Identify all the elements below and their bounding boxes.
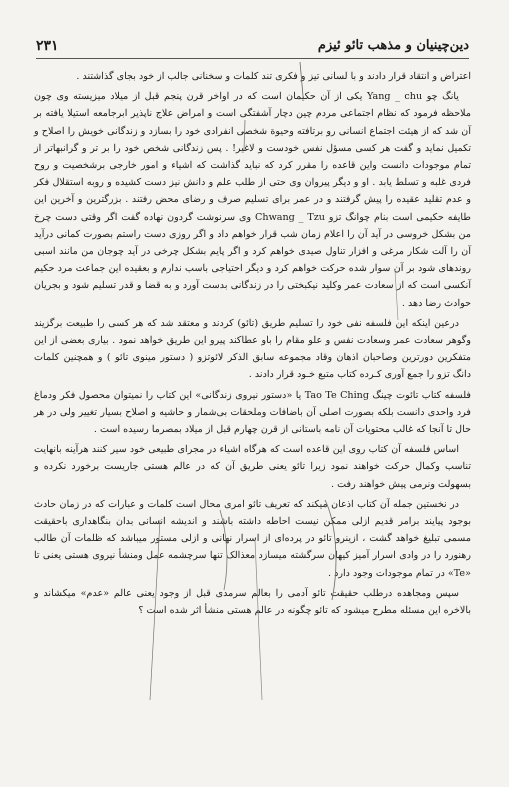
- paragraph-6: در نخستین جمله آن کتاب اذعان میکند که تعریف تائو امری محال است کلمات و عبارات که در زمان حادث بوجود پیایند برامر قدیم ازلی ممکن نیست احاطه داشته باشند و اندیشه انسانی بدان بنگاهداری باحقیقت مسمی تبلیغ خواهد گشت ، ازینرو تائو در پرده‌ای از اسرار نهانی و ازلی مستور میباشد که ظلمات آن طالب رهنورد را در وادی اسرار آمیز کیهان سرگشته میسازد معذالک تنها سرچشمه عمل ومنشأ نیروی هستی یعنی تا «Te» در تمام موجودات وجود دارد .: [34, 498, 471, 579]
- paragraph-5: اساس فلسفه آن کتاب روی این قاعده است که هرگاه اشیاء در مجرای طبیعی خود سیر کنند هرآینه بانهایت تناسب وکمال حرکت خواهند نمود زیرا تائو یعنی طریق آن که در عالم هستی جاریست برخورد نکرده و بسهولت ونرمی پیش خواهند رفت .: [34, 444, 471, 490]
- body-text: [34, 68, 471, 622]
- page-header: [36, 38, 469, 58]
- page-number: ۲۳۱: [36, 38, 59, 54]
- running-title: دین‌چینیان و مذهب تائو ئیزم: [317, 38, 469, 53]
- paragraph-1: اعتراض و انتقاد قرار دادند و با لسانی تیز و فکری تند کلمات و سخنانی جالب از خود بجای گذاشتند .: [76, 71, 471, 82]
- header-rule: [36, 58, 469, 59]
- paragraph-7: سپس ومجاهده درطلب حقیقت تائو آدمی را بعالم سرمدی قبل از وجود یعنی عالم «عدم» میکشاند و بالاخره این مسئله مطرح میشود که تائو چگونه در عالم هستی منشأ اثر شده است ؟: [34, 587, 471, 617]
- paragraph-3: درعین اینکه این فلسفه نفی خود را تسلیم طریق (تائو) کردند و معتقد شد که هر کسی را طبیعت برگزیند وگوهر سعادت عمر وسعادت نفس و علو مقام را باو عطاکند پیرو این طریق خواهد نمود . بیاری بعضی از این متفکرین دورترین وصاحبان اذهان وقاد مجموعه سابق الذکر لائوتزو ( دستور مینوی تائو ) و همچنین کلمات دانگ تزو را جمع آوری کـرده کتاب متبع خـود قرار دادند .: [34, 317, 471, 381]
- paragraph-2: یانگ چو Yang _ chu یکی از آن حکیمان است که در اواخر قرن پنجم قبل از میلاد میزیسته وی چون ملاحظه فرمود که نظام اجتماعی مردم چین دچار آشفتگی است و امراض علاج ناپذیر ابرجامعه استیلا یافته بر آن شد که از هیئت اجتماع انسانی رو برتافته وحیوة شخصی انفرادی خود را بسازد و زندگانی خویش را اصلاح و تکمیل نماید و گفت هر کسی مسؤل نفس خودست و لاغیر! . پس زندگانی شخص خود را بر تر و گرانبهاتر از تمام موجودات دانست واین قاعده را مقرر کرد که نباید گذاشت که اشیاء و امور خارجی برشخصیت و روح فردی غلبه و تسلط یابد . او و دیگر پیروان وی حتی از طلب علم و دانش نیز دست کشیده و روبه استقلال فکر و عدم تقلید عقیده را پیش گرفتند و در عمر برای تسلیم صرف و رضای محض رفتند . بزرگترین و آخرین این طایفه حکیمی است بنام چوانگ تزو Chwang _ Tzu وی سرنوشت گردون نهاده گفت اگر وقتی دست چرخ من بشکل خروسی در آید آن را اعلام زمان شب قرار خواهم داد و اگر روزی دست راستم بصورت کمانی درآید آن را آلت شکار مرغی و افزار تناول صیدی خواهم کرد و اگر پایم بشکل چرخی در آید چوجان من مانند اسبی روندهای شود بر آن سوار شده حرکت خواهم کرد و دیگر احتیاجی باسب ندارم و بعقیده این جماعت مرد حکیم آنکسی است که از سعادت عمر وکلید نیکبختی را در زندگانی بدست آورد و به قضا و قدر تسلیم شود و بجریان حوادث رضا دهد .: [34, 91, 471, 309]
- paragraph-4: فلسفه کتاب تائوت چینگ Tao Te Ching یا «دستور نیروی زندگانی» این کتاب را نمیتوان محصول فکر ودماغ فرد واحدی دانست بلکه بصورت اصلی آن باضافات وملحقات بی‌شمار و حاشیه و اصلاح بسیار تغییر ولی در هر حال تا آنجا که غالب محتویات آن نامه باستانی از قرن چهارم قبل از میلاد بمصرما رسیده است .: [34, 389, 471, 436]
